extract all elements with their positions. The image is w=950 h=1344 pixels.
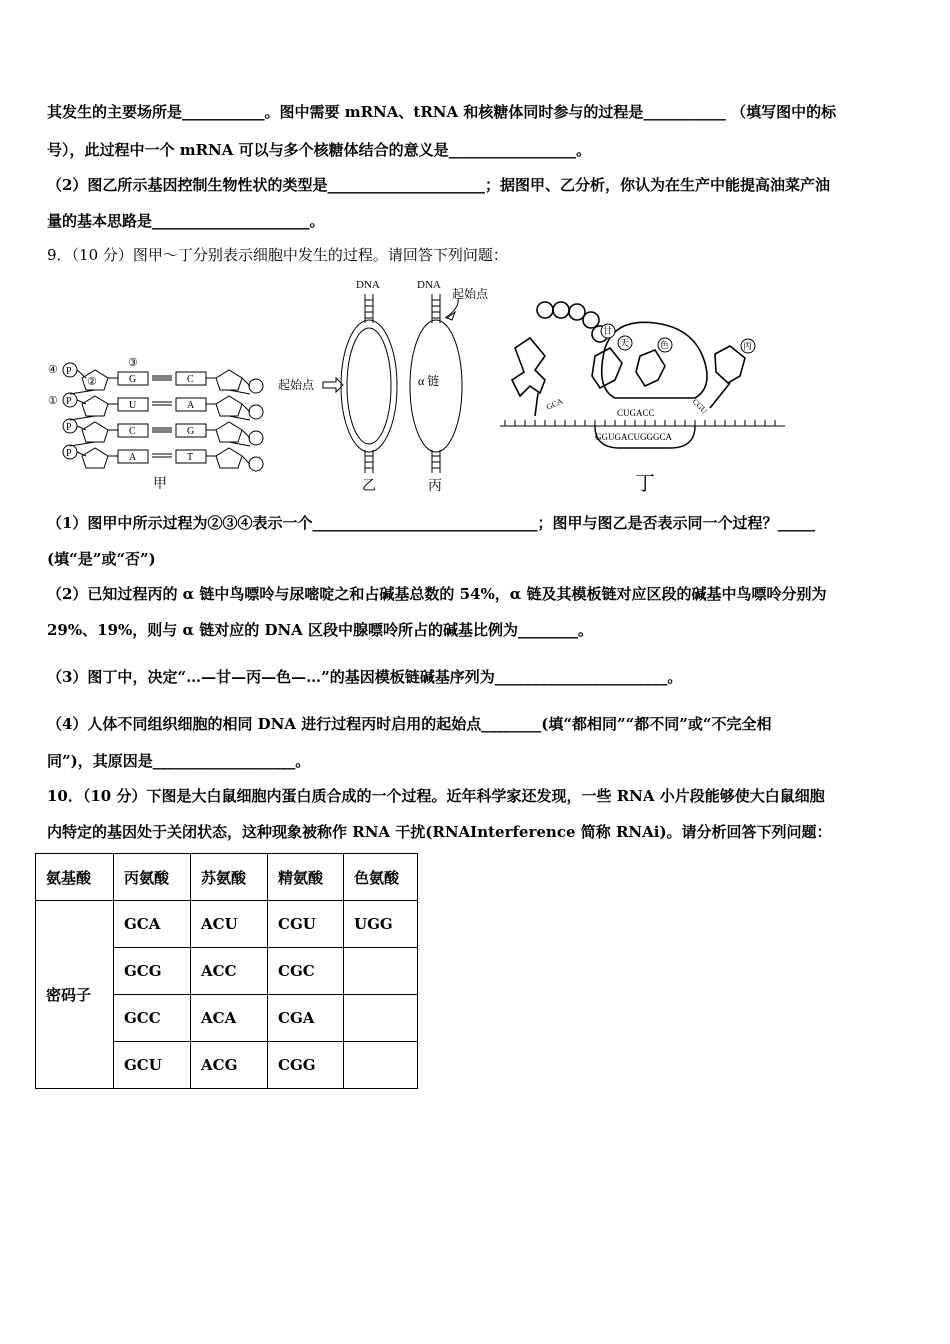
table-header: 苏氨酸 <box>191 854 268 901</box>
svg-text:P: P <box>66 396 72 407</box>
table-header: 色氨酸 <box>344 854 418 901</box>
amino-bing: 丙 <box>743 341 753 351</box>
table-cell: ACU <box>191 901 268 948</box>
table-cell: GCG <box>114 948 191 995</box>
alpha-chain-label: α 链 <box>418 374 440 388</box>
amino-tian: 天 <box>620 338 630 348</box>
origin-label: 起始点 <box>452 287 489 301</box>
table-cell <box>344 1042 418 1089</box>
svg-text:P: P <box>66 448 72 459</box>
marker-1: ① <box>48 395 58 407</box>
base-g: G <box>129 374 137 385</box>
figure-jia <box>48 357 263 492</box>
label-yi: 乙 <box>362 479 376 494</box>
text-line: 29%、19%，则与 α 链对应的 DNA 区段中腺嘌呤所占的碱基比例为________。 <box>47 621 594 639</box>
figure-bing <box>410 279 489 494</box>
table-cell: CGG <box>268 1042 344 1089</box>
anticodon-cugacc: CUGACC <box>617 408 655 418</box>
table-cell: GCA <box>114 901 191 948</box>
dna-label: DNA <box>417 279 441 291</box>
amino-acids <box>601 324 755 353</box>
anticodon-cgu: CGU <box>690 397 709 416</box>
marker-4: ④ <box>48 364 58 376</box>
table-cell: CGC <box>268 948 344 995</box>
figure-jia-to-ding <box>40 268 920 498</box>
dna-label: DNA <box>356 279 380 291</box>
table-cell: ACC <box>191 948 268 995</box>
svg-text:P: P <box>66 366 72 377</box>
base-c: C <box>129 426 136 437</box>
origin-label: 起始点 <box>278 378 315 392</box>
table-cell: CGA <box>268 995 344 1042</box>
question-9-1: （1）图甲中所示过程为②③④表示一个______________________________；图甲与图乙是否表示同一个过程？_____ <box>47 514 815 532</box>
marker-2: ② <box>87 376 97 388</box>
table-cell: UGG <box>344 901 418 948</box>
row-label: 密码子 <box>36 901 114 1089</box>
base-c: C <box>187 374 194 385</box>
anticodon-gca: GCA <box>545 396 565 412</box>
table-header: 氨基酸 <box>36 854 114 901</box>
table-cell: ACA <box>191 995 268 1042</box>
question-9-heading: 9．（10 分）图甲～丁分别表示细胞中发生的过程。请回答下列问题： <box>47 246 508 264</box>
base-t: T <box>187 452 194 463</box>
label-bing: 丙 <box>428 479 442 494</box>
table-header-row <box>36 854 418 901</box>
table-cell: ACG <box>191 1042 268 1089</box>
text-line: (填“是”或“否”) <box>47 550 156 568</box>
question-10-heading: 10．（10 分）下图是大白鼠细胞内蛋白质合成的一个过程。近年科学家还发现，一些 RNA 小片段能够使大白鼠细胞 <box>47 787 825 805</box>
codon-table <box>35 853 418 1089</box>
base-a: A <box>129 452 137 463</box>
svg-text:P: P <box>66 422 72 433</box>
text-line: 内特定的基因处于关闭状态，这种现象被称作 RNA 干扰(RNAInterference 简称 RNAi)。请分析回答下列问题： <box>47 823 832 841</box>
table-cell: GCU <box>114 1042 191 1089</box>
table-header: 精氨酸 <box>268 854 344 901</box>
amino-se: 色 <box>660 340 670 350</box>
question-9-2: （2）已知过程丙的 α 链中鸟嘌呤与尿嘧啶之和占碱基总数的 54%，α 链及其模板链对应区段的碱基中鸟嘌呤分别为 <box>47 585 827 603</box>
mrna-sequence: GGUGACUGGGCA <box>595 432 673 442</box>
text-line: 量的基本思路是_____________________。 <box>47 212 325 230</box>
table-cell <box>344 995 418 1042</box>
base-g: G <box>187 426 195 437</box>
text-line: 同”)，其原因是___________________。 <box>47 752 311 770</box>
table-header: 丙氨酸 <box>114 854 191 901</box>
base-a: A <box>187 400 195 411</box>
table-cell: CGU <box>268 901 344 948</box>
text-line: 号），此过程中一个 mRNA 可以与多个核糖体结合的意义是_________________。 <box>47 141 592 159</box>
text-line: （2）图乙所示基因控制生物性状的类型是_____________________；据图甲、乙分析，你认为在生产中能提高油菜产油 <box>47 176 830 194</box>
table-cell: GCC <box>114 995 191 1042</box>
table-cell <box>344 948 418 995</box>
label-ding: 丁 <box>635 473 655 495</box>
figure-ding <box>500 302 785 495</box>
text-line: 其发生的主要场所是___________。图中需要 mRNA、tRNA 和核糖体同时参与的过程是___________ （填写图中的标 <box>47 103 837 121</box>
question-9-3: （3）图丁中，决定“…—甘—丙—色—…”的基因模板链碱基序列为_______________________。 <box>47 668 683 686</box>
base-u: U <box>129 400 137 411</box>
figure-yi <box>278 279 397 494</box>
marker-3: ③ <box>128 357 138 369</box>
question-9-4: （4）人体不同组织细胞的相同 DNA 进行过程丙时启用的起始点________(填“都相同”“都不同”或“不完全相 <box>47 715 772 733</box>
label-jia: 甲 <box>153 477 167 492</box>
table-row <box>36 901 418 948</box>
amino-gan: 甘 <box>603 326 613 336</box>
